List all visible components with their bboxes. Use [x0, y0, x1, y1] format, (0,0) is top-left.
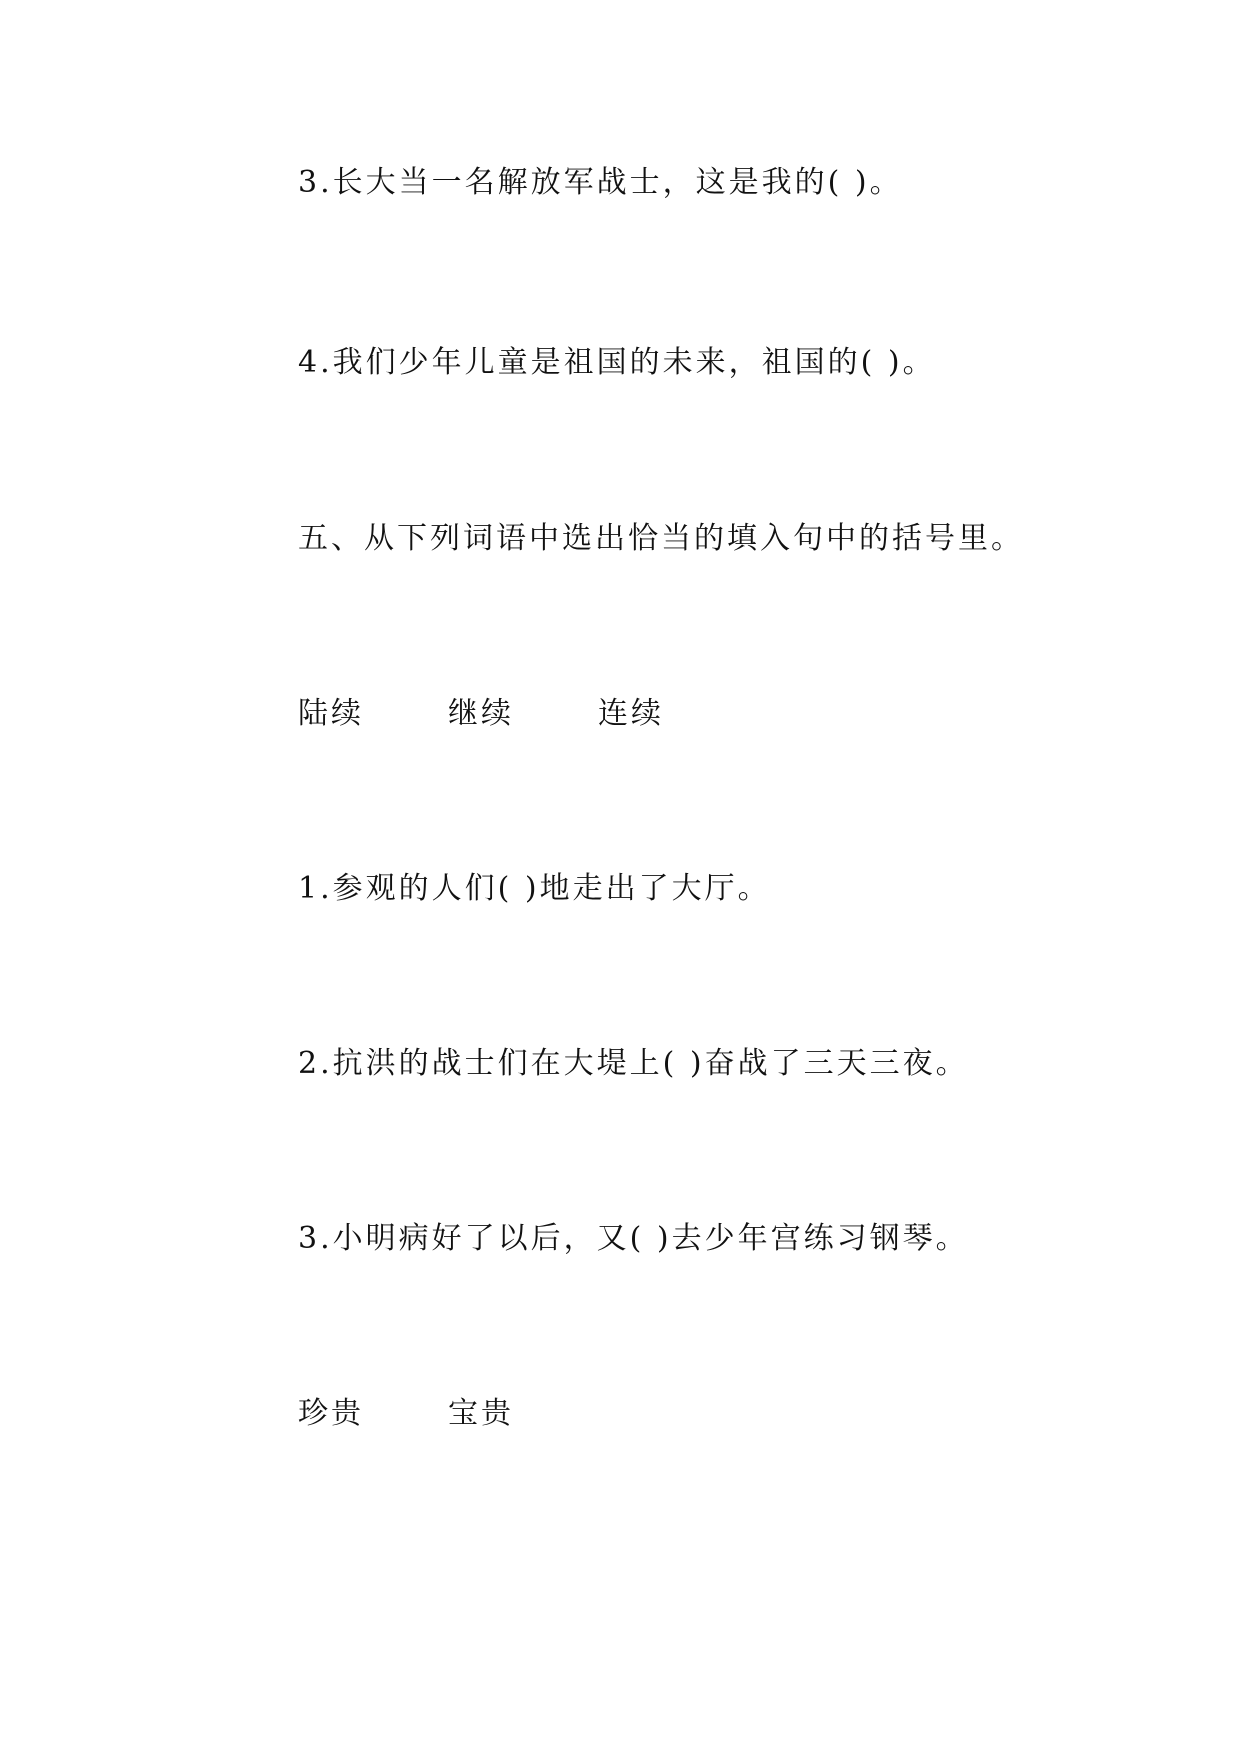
word-choice-luxu: 陆续: [298, 696, 364, 731]
question-4-sentence: 4.我们少年儿童是祖国的未来，祖国的( )。: [298, 345, 936, 380]
word-choice-row-1: [298, 694, 748, 734]
word-choice-jixu: 继续: [448, 696, 514, 731]
section-five-heading: 五、从下列词语中选出恰当的填入句中的括号里。: [298, 521, 1024, 556]
fill-blank-sentence-1: 1.参观的人们( )地走出了大厅。: [298, 871, 771, 906]
word-choice-row-2: [298, 1394, 598, 1434]
word-choice-baogui: 宝贵: [448, 1396, 514, 1431]
fill-blank-sentence-3: 3.小明病好了以后，又( )去少年宫练习钢琴。: [298, 1221, 969, 1256]
question-3-sentence: 3.长大当一名解放军战士，这是我的( )。: [298, 165, 903, 200]
word-choice-lianxu: 连续: [598, 696, 664, 731]
word-choice-zhengui: 珍贵: [298, 1396, 364, 1431]
fill-blank-sentence-2: 2.抗洪的战士们在大堤上( )奋战了三天三夜。: [298, 1046, 969, 1081]
